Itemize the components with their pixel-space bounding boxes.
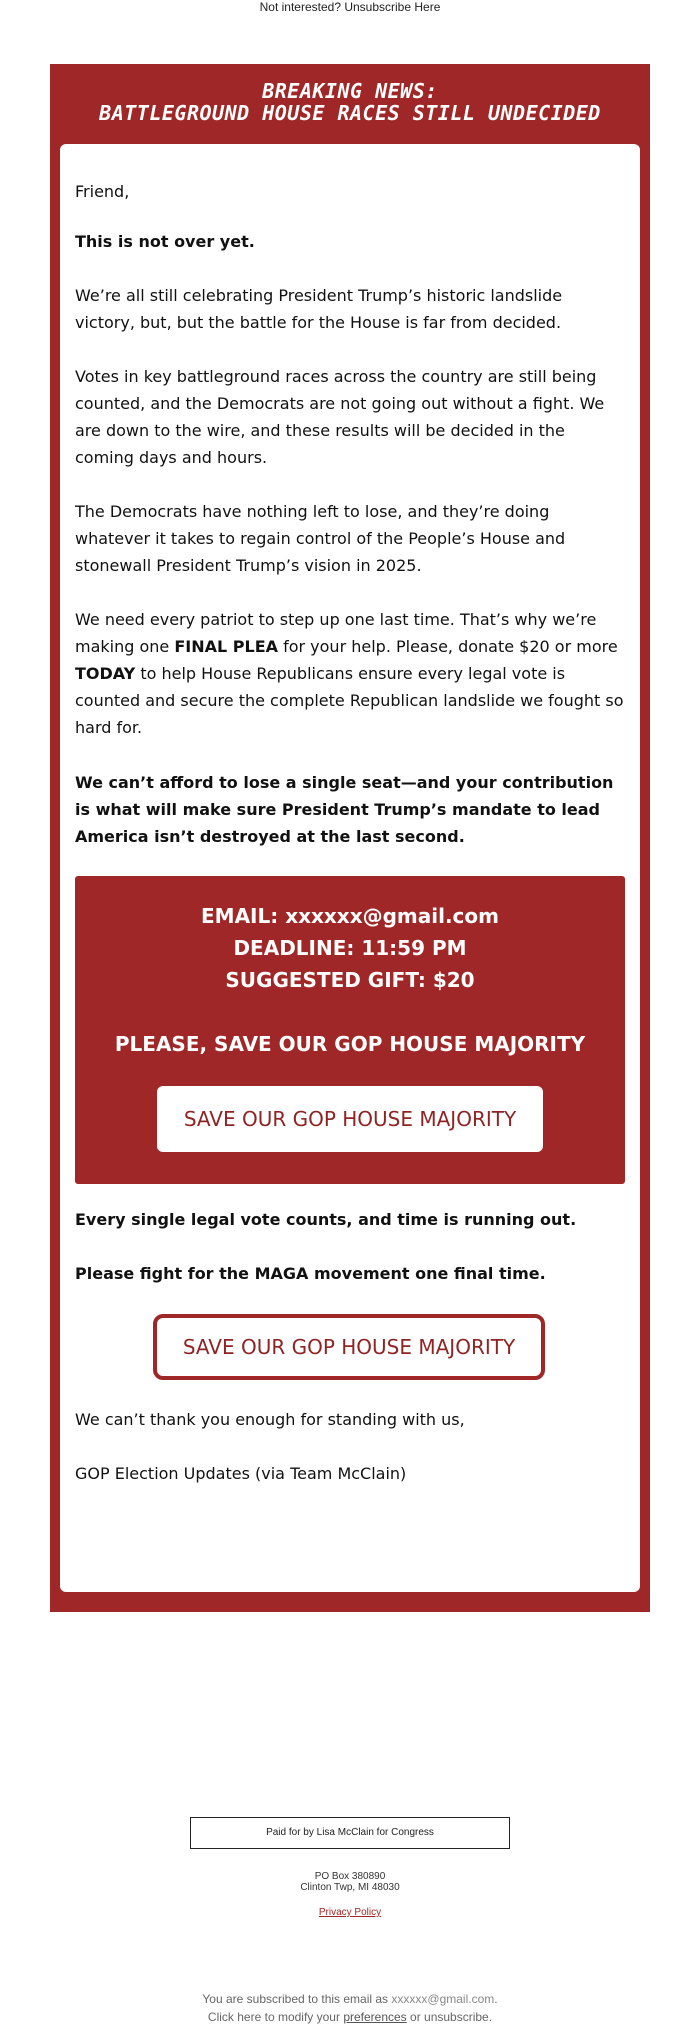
address-line-2: Clinton Twp, MI 48030 bbox=[300, 1882, 400, 1893]
paragraph-7: Every single legal vote counts, and time is running out. bbox=[75, 1210, 577, 1229]
headline-line-2: BATTLEGROUND HOUSE RACES STILL UNDECIDED bbox=[99, 101, 601, 125]
privacy-policy bbox=[0, 1907, 700, 1919]
closing-line: We can’t thank you enough for standing with us, bbox=[75, 1410, 465, 1429]
address-line-1: PO Box 380890 bbox=[314, 1871, 386, 1882]
subscribed-email: xxxxxx@gmail.com bbox=[391, 1992, 495, 2006]
greeting: Friend, bbox=[75, 182, 130, 201]
top-unsubscribe-link[interactable]: Not interested? Unsubscribe Here bbox=[259, 0, 441, 14]
paragraph-5 bbox=[75, 606, 625, 741]
paragraph-5-a: We need every patriot to step up one last time. That’s why we’re making one bbox=[75, 610, 597, 656]
paid-for-disclaimer: Paid for by Lisa McClain for Congress bbox=[190, 1817, 510, 1849]
cta-plea: PLEASE, SAVE OUR GOP HOUSE MAJORITY bbox=[114, 1032, 586, 1056]
subscribed-suffix: . bbox=[494, 1992, 498, 2006]
save-majority-button[interactable]: SAVE OUR GOP HOUSE MAJORITY bbox=[157, 1086, 543, 1152]
paragraph-3: Votes in key battleground races across the country are still being counted, and the Democrats are not going out without a fight. We are down to the wire, and these results will be decided in the coming days and hours. bbox=[75, 367, 605, 467]
paragraph-5-c: for your help. Please, donate $20 or more bbox=[278, 637, 618, 656]
paragraph-1: This is not over yet. bbox=[75, 232, 255, 251]
cta-deadline: DEADLINE: 11:59 PM bbox=[233, 936, 467, 960]
donation-callout bbox=[75, 876, 625, 1184]
privacy-policy-link[interactable]: Privacy Policy bbox=[318, 1907, 382, 1918]
email-frame bbox=[50, 64, 650, 1612]
paragraph-5-e: to help House Republicans ensure every legal vote is counted and secure the complete Republican landslide we fought so hard for. bbox=[75, 664, 624, 737]
signature: GOP Election Updates (via Team McClain) bbox=[75, 1464, 407, 1483]
headline bbox=[50, 80, 650, 124]
email-card bbox=[60, 144, 640, 1592]
preferences-link[interactable]: preferences bbox=[343, 2010, 407, 2024]
paragraph-6: We can’t afford to lose a single seat—and your contribution is what will make sure President Trump’s mandate to lead America isn’t destroyed at the last second. bbox=[75, 773, 614, 846]
modify-prefix: Click here to modify your bbox=[207, 2010, 344, 2024]
cta-suggested-gift: SUGGESTED GIFT: $20 bbox=[225, 968, 475, 992]
final-plea-text: FINAL PLEA bbox=[174, 637, 278, 656]
headline-line-1: BREAKING NEWS: bbox=[262, 79, 438, 103]
save-majority-outline-button[interactable]: SAVE OUR GOP HOUSE MAJORITY bbox=[153, 1314, 545, 1380]
modify-suffix[interactable]: or unsubscribe. bbox=[406, 2010, 493, 2024]
paragraph-8: Please fight for the MAGA movement one final time. bbox=[75, 1264, 546, 1283]
subscribed-prefix: You are subscribed to this email as bbox=[202, 1992, 392, 2006]
paragraph-4: The Democrats have nothing left to lose, and they’re doing whatever it takes to regain control of the People’s House and stonewall President Trump’s vision in 2025. bbox=[75, 502, 566, 575]
paragraph-2: We’re all still celebrating President Trump’s historic landslide victory, but, but the battle for the House is far from decided. bbox=[75, 286, 563, 332]
subscribed-notice bbox=[0, 1990, 700, 2008]
modify-preferences-notice bbox=[0, 2008, 700, 2026]
cta-email: EMAIL: xxxxxx@gmail.com bbox=[201, 904, 499, 928]
today-text: TODAY bbox=[75, 664, 136, 683]
